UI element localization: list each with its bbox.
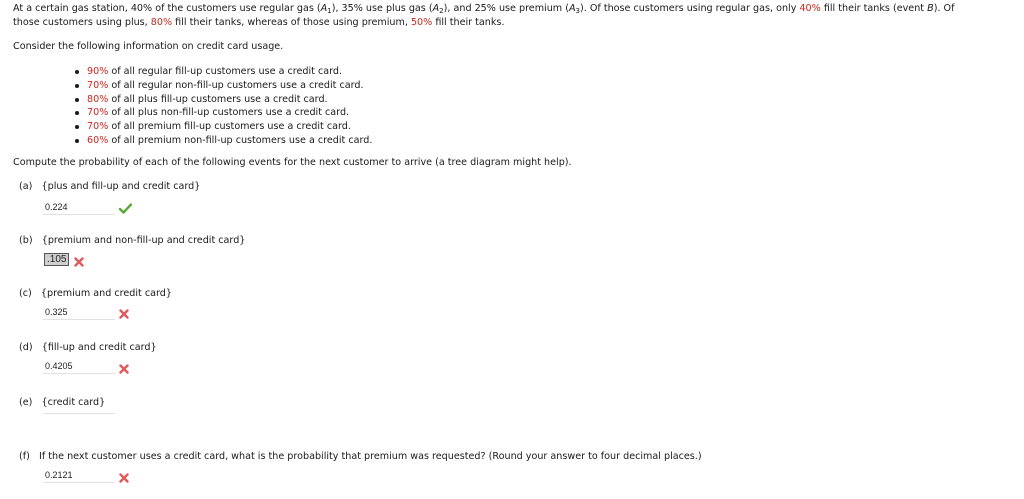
question-text: If the next customer uses a credit card, what is the probability that premium was requested? (Round your answer to four decimal places.) — [39, 451, 702, 462]
list-item: 80% of all plus fill-up customers use a credit card. — [74, 93, 372, 107]
compute-instruction: Compute the probability of each of the following events for the next customer to arrive (a tree diagram might help). — [13, 157, 572, 168]
question-label: (a) — [19, 181, 33, 192]
question-text: {premium and non-fill-up and credit card} — [41, 235, 246, 246]
answer-field-b[interactable]: .105 — [42, 252, 72, 267]
problem-intro-line-1: At a certain gas station, 40% of the customers use regular gas $(A_1)$, 35% use plus gas $(A_2)$, and 25% use premium $(A_3)$. Of those customers using regular gas, only 40% fill their tanks (event B). Of — [13, 3, 955, 15]
question-label: (f) — [19, 451, 30, 462]
question-label: (b) — [19, 235, 33, 246]
question-d — [19, 342, 157, 353]
x-icon — [74, 257, 84, 267]
question-b — [19, 235, 245, 246]
x-icon — [119, 364, 129, 374]
list-item: 60% of all premium non-fill-up customers use a credit card. — [74, 134, 372, 148]
question-text: {fill-up and credit card} — [41, 342, 157, 353]
answer-field-e[interactable] — [43, 399, 115, 414]
answer-field-a[interactable]: 0.224 — [43, 200, 115, 215]
list-item: 70% of all plus non-fill-up customers use a credit card. — [74, 106, 372, 120]
question-a — [19, 181, 200, 192]
answer-field-f[interactable]: 0.2121 — [43, 468, 115, 483]
question-text: {plus and fill-up and credit card} — [41, 181, 201, 192]
answer-field-c[interactable]: 0.325 — [43, 305, 115, 320]
credit-card-usage-list — [74, 65, 372, 148]
question-label: (d) — [19, 342, 33, 353]
list-item: 70% of all premium fill-up customers use a credit card. — [74, 120, 372, 134]
consider-text: Consider the following information on credit card usage. — [13, 41, 284, 52]
answer-field-d[interactable]: 0.4205 — [43, 359, 115, 374]
list-item: 90% of all regular fill-up customers use a credit card. — [74, 65, 372, 79]
question-label: (e) — [19, 397, 33, 408]
question-text: {premium and credit card} — [40, 288, 172, 299]
question-text: {credit card} — [41, 397, 106, 408]
problem-intro-line-2: those customers using plus, 80% fill their tanks, whereas of those using premium, 50% fill their tanks. — [13, 17, 505, 28]
question-c — [19, 288, 172, 299]
x-icon — [119, 473, 129, 483]
check-icon — [119, 203, 132, 214]
question-f — [19, 451, 702, 462]
list-item: 70% of all regular non-fill-up customers use a credit card. — [74, 79, 372, 93]
question-label: (c) — [19, 288, 32, 299]
x-icon — [119, 309, 129, 319]
